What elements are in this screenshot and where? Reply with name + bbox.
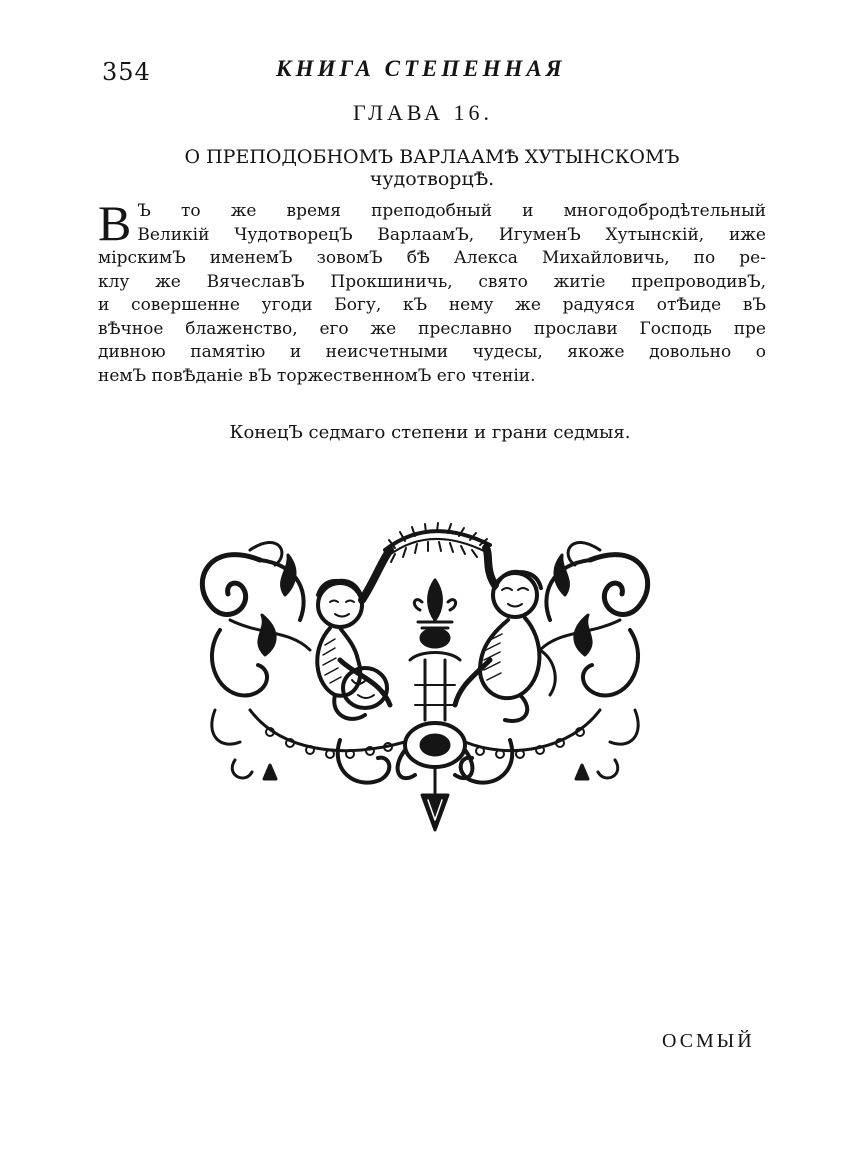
catchword: ОСМЫЙ xyxy=(662,1030,755,1052)
page-number: 354 xyxy=(102,58,151,86)
body-line: и совершенне угоди Богу, кЪ нему же радуяся отѢиде вЪ xyxy=(98,295,766,315)
chapter-body xyxy=(98,195,766,388)
body-line-last: немЪ повѢданіе вЪ торжественномЪ его чтеніи. xyxy=(98,365,536,386)
chapter-title: ГЛАВА 16. xyxy=(353,100,494,125)
heading-line: чудотворцѢ. xyxy=(369,168,495,190)
heading-line: О ПРЕПОДОБНОМЪ ВАРЛААМѢ ХУТЫНСКОМЪ xyxy=(184,146,680,168)
running-head: КНИГА СТЕПЕННАЯ xyxy=(276,56,566,81)
body-line: Великій ЧудотворецЪ ВарлаамЪ, ИгуменЪ Хутынскій, иже xyxy=(137,224,766,245)
body-line: дивною памятію и неисчетными чудесы, якоже довольно о xyxy=(98,342,766,362)
book-conclusion: КонецЪ седмаго степени и грани седмыя. xyxy=(229,422,631,443)
chapter-heading xyxy=(160,146,704,190)
drop-cap: В xyxy=(98,195,132,251)
body-line: мірскимЪ именемЪ зовомЪ бѢ Алекса Михайловичь, по ре- xyxy=(98,248,766,268)
body-line: вѢчное блаженство, его же преславно прослави Господь пре xyxy=(98,318,766,339)
body-line: клу же ВячеславЪ Прокшиничь, свято житіе препроводивЪ, xyxy=(98,271,766,292)
woodcut-ornament-icon xyxy=(190,510,660,845)
body-line: Ъ то же время преподобный и многодобродѣтельный xyxy=(137,201,766,221)
